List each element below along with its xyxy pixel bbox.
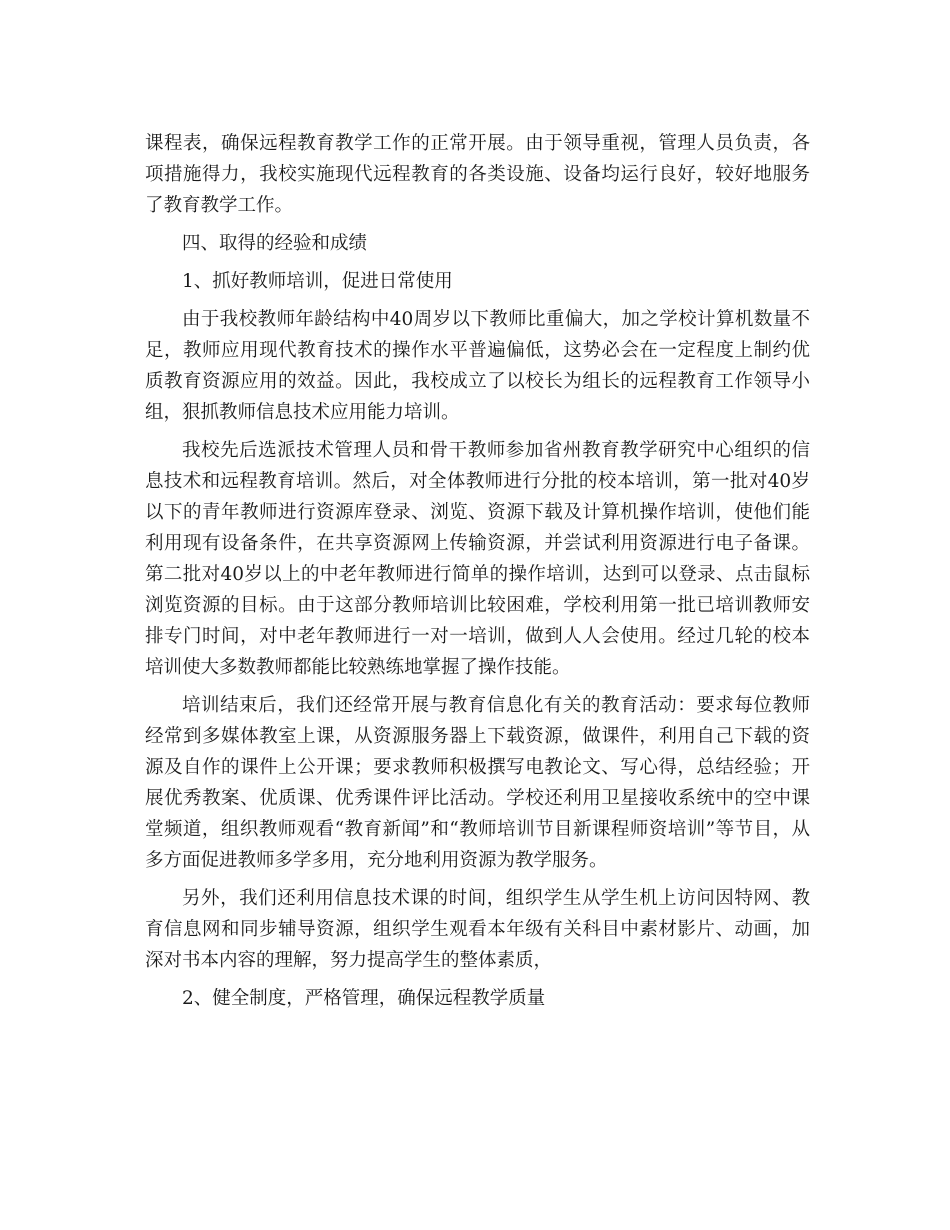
section-heading-4: 四、取得的经验和成绩 [182,233,368,254]
subsection-heading-2: 2、健全制度，严格管理，确保远程教学质量 [182,988,546,1009]
paragraph-teacher-age: 由于我校教师年龄结构中40周岁以下教师比重偏大，加之学校计算机数量不足，教师应用现代教育技术的操作水平普遍偏低，这势必会在一定程度上制约优质教育资源应用的效益。因此，我校成立了以校长为组长的远程教育工作领导小组，狠抓教师信息技术应用能力培训。 [145,309,810,423]
subsection-heading-1: 1、抓好教师培训，促进日常使用 [182,271,453,292]
paragraph-continuation: 课程表，确保远程教育教学工作的正常开展。由于领导重视，管理人员负责，各项措施得力，我校实施现代远程教育的各类设施、设备均运行良好，较好地服务了教育教学工作。 [145,133,810,216]
document-body [145,128,810,1021]
paragraph-students: 另外，我们还利用信息技术课的时间，组织学生从学生机上访问因特网、教育信息网和同步辅导资源，组织学生观看本年级有关科目中素材影片、动画，加深对书本内容的理解，努力提高学生的整体素质， [145,888,810,971]
paragraph-training: 我校先后选派技术管理人员和骨干教师参加省州教育教学研究中心组织的信息技术和远程教育培训。然后，对全体教师进行分批的校本培训，第一批对40岁以下的青年教师进行资源库登录、浏览、资源下载及计算机操作培训，使他们能利用现有设备条件，在共享资源网上传输资源，并尝试利用资源进行电子备课。第二批对40岁以上的中老年教师进行简单的操作培训，达到可以登录、点击鼠标浏览资源的目标。由于这部分教师培训比较困难，学校利用第一批已培训教师安排专门时间，对中老年教师进行一对一培训，做到人人会使用。经过几轮的校本培训使大多数教师都能比较熟练地掌握了操作技能。 [145,440,810,678]
paragraph-activities: 培训结束后，我们还经常开展与教育信息化有关的教育活动：要求每位教师经常到多媒体教室上课，从资源服务器上下载资源，做课件，利用自己下载的资源及自作的课件上公开课；要求教师积极撰写电教论文、写心得，总结经验；开展优秀教案、优质课、优秀课件评比活动。学校还利用卫星接收系统中的空中课堂频道，组织教师观看“教育新闻”和“教师培训节目新课程师资培训”等节目，从多方面促进教师多学多用，充分地利用资源为教学服务。 [145,695,810,871]
